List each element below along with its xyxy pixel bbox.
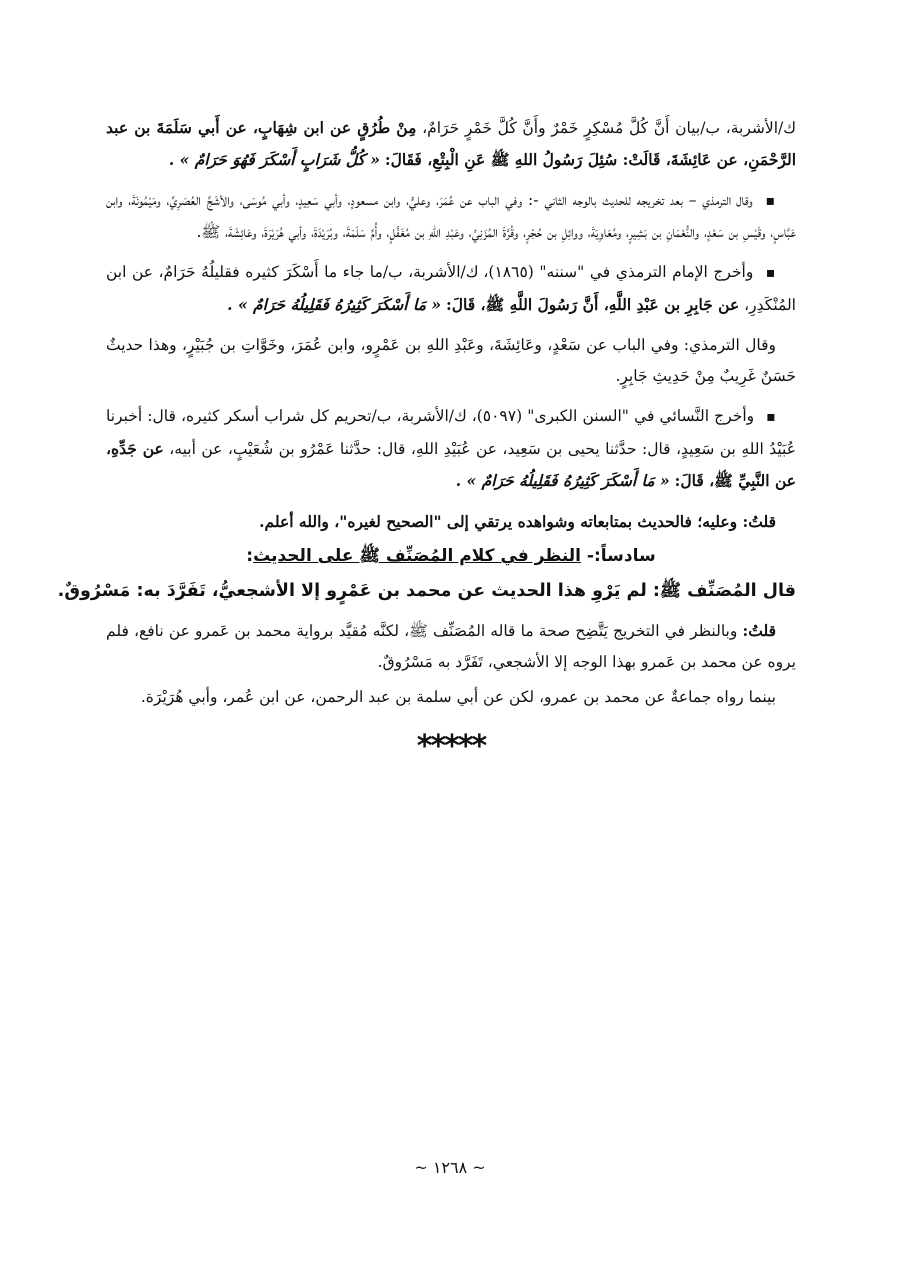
source-reference: وأخرج الإمام الترمذي في "سننه" (١٨٦٥)، ك/الأشربة، ب/ما جاء ما أَسْكَرَ كثيره فقليلُهُ حَرَامٌ، عن ابن المُنْكَدِرِ، [106, 263, 796, 314]
isnad-chain: عن جَدِّهِ، عن النَّبِيِّ ﷺ، قَالَ: [106, 439, 796, 490]
isnad-chain: عن جَابِرِ بن عَبْدِ اللَّهِ، أَنَّ رَسُولَ اللَّهِ ﷺ، قَالَ: [446, 295, 740, 314]
section-separator: ***** [416, 729, 486, 764]
section-colon: : [246, 546, 254, 566]
commentary-label: قلتُ: [742, 621, 776, 640]
document-body [57, 112, 797, 764]
paragraph-tirmidhi-comment [106, 185, 796, 248]
followup-text: بينما رواه جماعةٌ عن محمد بن عمرو، لكن عن أبي سلمة بن عبد الرحمن، عن ابن عُمر، وأبي هُرَيْرَة. [140, 688, 776, 706]
paragraph-text: وقال الترمذي – بعد تخريجه للحديث بالوجه الثاني -: وفي الباب عن عُمَرَ، وعليٍّ، وابن مسعودٍ، وأبي سَعِيدٍ، وأبي مُوسَى، والأشَجِّ العُصَرِيِّ، ومَيْمُونَةَ، وابن عَبَّاسٍ، وقَيْسِ بن سَعْدٍ، والنُّعْمَانِ بن بَشِيرٍ، ومُعَاوِيَةَ، ووائِلِ بن حُجْرٍ، وقُرَّةَ المُزَنِيِّ، وعَبْدِ اللهِ بن مُغَفَّلٍ، وأُمِّ سَلَمَةَ، وبُرَيْدَةَ، وأبي هُرَيْرَةَ، وعَائِشَةَ، ﷺ. [106, 191, 796, 241]
paragraph-text: وقال الترمذي: وفي الباب عن سَعْدٍ، وعَائِشَةَ، وعَبْدِ اللهِ بن عَمْرٍو، وابن عُمَرَ، وخَوَّاتِ بن جُبَيْرٍ، وهذا حديثٌ حَسَنٌ غَرِيبٌ مِنْ حَدِيثِ جَابِرٍ. [106, 336, 796, 385]
source-reference: وأخرج النَّسائي في "السنن الكبرى" (٥٠٩٧)، ك/الأشربة، ب/تحريم كل شراب أسكر كثيره، قال: أخبرنا عُبَيْدُ اللهِ بن سَعِيدٍ، قال: حدَّثنا يحيى بن سَعِيد، عن عُبَيْدِ اللهِ، قال: حدَّثنا عَمْرُو بن شُعَيْبٍ، عن أبيه، [106, 407, 796, 458]
paragraph-commentary [106, 615, 796, 678]
paragraph-followup [106, 682, 796, 713]
author-quote-text: لم يَرْوِ هذا الحديث عن محمد بن عَمْرٍو إلا الأشجعيُّ، تَفَرَّدَ به: مَسْرُوقٌ. [57, 581, 647, 601]
hadith-text: « مَا أَسْكَرَ كَثِيرُهُ فَقَلِيلُهُ حَرَامٌ » . [227, 295, 442, 314]
paragraph-text: قلتُ: وعليه؛ فالحديث بمتابعاته وشواهده يرتقي إلى "الصحيح لغيره"، والله أعلم. [259, 512, 776, 531]
hadith-text: « مَا أَسْكَرَ كَثِيرُهُ فَقَلِيلُهُ حَرَامٌ » . [455, 471, 670, 490]
paragraph-tirmidhi-source [106, 257, 796, 321]
author-quote-label: قال المُصَنِّف ﷺ: [652, 581, 796, 601]
paragraph-muslim-source [106, 112, 796, 176]
author-quote [57, 576, 796, 607]
isnad-chain: مِنْ طُرُقٍ عن ابن شِهَابٍ، عن أَبي سَلَمَةَ بن عبد الرَّحْمَنِ، عن عَائِشَةَ، قَالَتْ: سُئِلَ رَسُولُ اللهِ ﷺ عَنِ الْبِتْعِ، فَقَالَ: [106, 118, 796, 169]
paragraph-nasai-source [106, 401, 796, 497]
paragraph-tirmidhi-grading [106, 330, 796, 392]
section-number: سادساً:- [586, 546, 656, 566]
hadith-text: « كُلُّ شَرَابٍ أَسْكَرَ فَهُوَ حَرَامٌ » . [168, 150, 380, 169]
paragraph-conclusion [106, 506, 796, 537]
section-title: النظر في كلام المُصَنِّف ﷺ على الحديث [253, 546, 581, 566]
source-reference: ك/الأشربة، ب/بيان أَنَّ كُلَّ مُسْكِرٍ خَمْرٌ وأَنَّ كُلَّ خَمْرٍ حَرَامٌ، [422, 119, 797, 137]
section-heading [106, 541, 796, 572]
commentary-text: وبالنظر في التخريج يَتَّضِح صحة ما قاله المُصَنِّف ﷺ، لكنَّه مُقيَّد برواية محمد بن عَمرو عن نافع، فلم يروه عن محمد بن عَمرو بهذا الوجه إلا الأشجعي، تَفَرَّد به مَسْرُوقٌ. [106, 622, 796, 671]
page-number: ~ ١٢٦٨ ~ [414, 1158, 486, 1177]
